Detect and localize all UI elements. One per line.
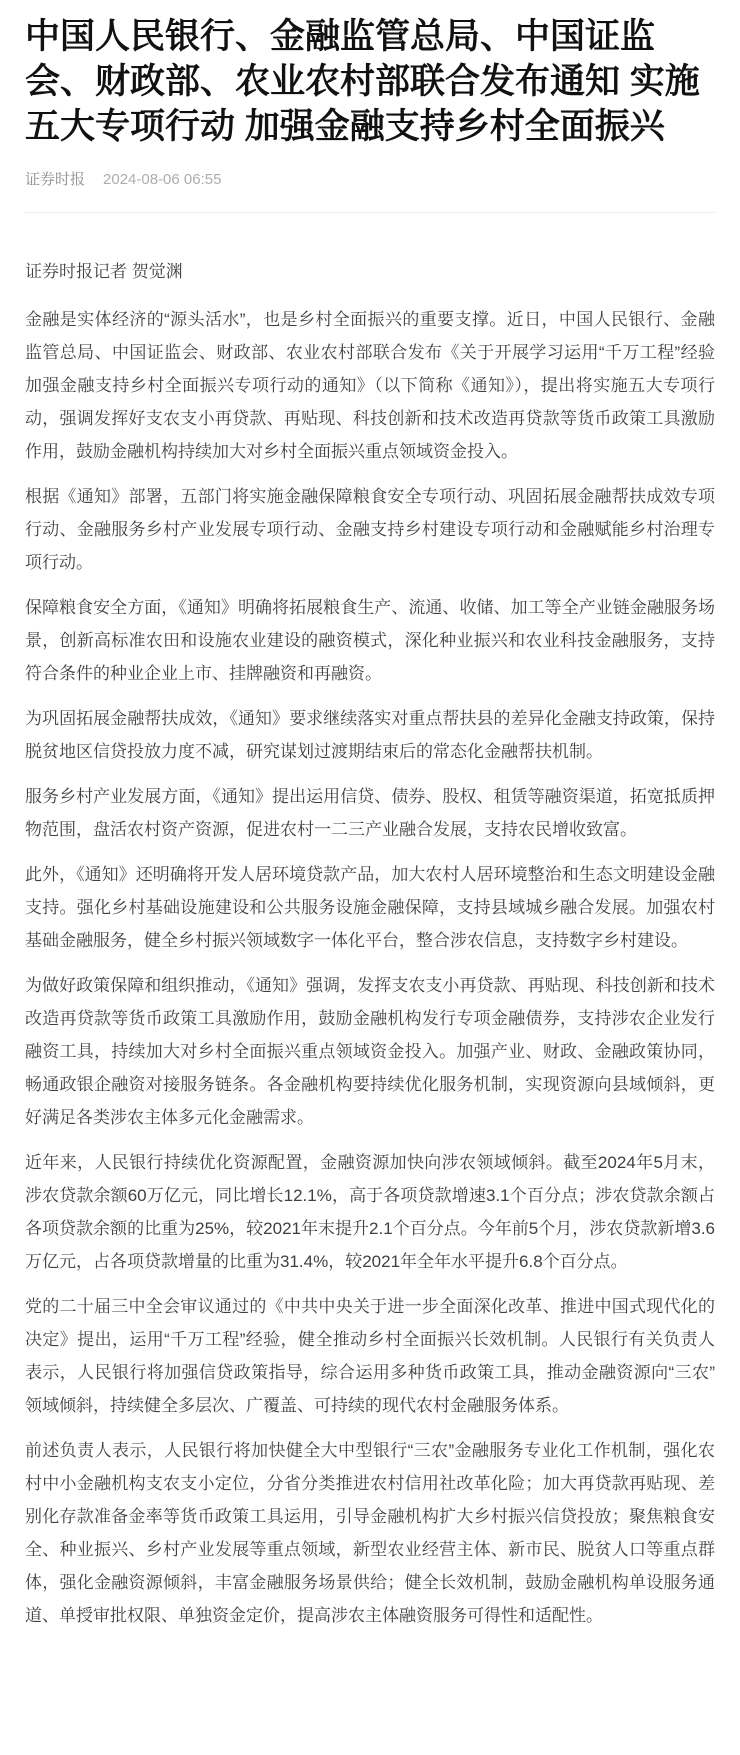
publish-time: 2024-08-06 06:55: [103, 171, 222, 188]
paragraph: 为巩固拓展金融帮扶成效，《通知》要求继续落实对重点帮扶县的差异化金融支持政策，保持脱贫地区信贷投放力度不减，研究谋划过渡期结束后的常态化金融帮扶机制。: [25, 709, 715, 761]
paragraph: 为做好政策保障和组织推动，《通知》强调，发挥支农支小再贷款、再贴现、科技创新和技术改造再贷款等货币政策工具激励作用，鼓励金融机构发行专项金融债券，支持涉农企业发行融资工具，持续加大对乡村全面振兴重点领域资金投入。加强产业、财政、金融政策协同，畅通政银企融资对接服务链条。各金融机构要持续优化服务机制，实现资源向县域倾斜，更好满足各类涉农主体多元化金融需求。: [25, 976, 715, 1127]
paragraph: 前述负责人表示，人民银行将加快健全大中型银行“三农”金融服务专业化工作机制，强化农村中小金融机构支农支小定位，分省分类推进农村信用社改革化险；加大再贷款再贴现、差别化存款准备金率等货币政策工具运用，引导金融机构扩大乡村振兴信贷投放；聚焦粮食安全、种业振兴、乡村产业发展等重点领域，新型农业经营主体、新市民、脱贫人口等重点群体，强化金融资源倾斜，丰富金融服务场景供给；健全长效机制，鼓励金融机构单设服务通道、单授审批权限、单独资金定价，提高涉农主体融资服务可得性和适配性。: [25, 1441, 715, 1625]
article-body: [25, 303, 715, 1632]
title-line-2: 会、财政部、农业农村部联合发布通知 实施: [25, 62, 700, 101]
article-meta: [25, 169, 715, 190]
paragraph: 近年来，人民银行持续优化资源配置，金融资源加快向涉农领域倾斜。截至2024年5月末，涉农贷款余额60万亿元，同比增长12.1%，高于各项贷款增速3.1个百分点；涉农贷款余额占各项贷款余额的比重为25%，较2021年末提升2.1个百分点。今年前5个月，涉农贷款新增3.6万亿元，占各项贷款增量的比重为31.4%，较2021年全年水平提升6.8个百分点。: [25, 1153, 715, 1271]
source-name: 证券时报: [25, 171, 86, 188]
paragraph: 服务乡村产业发展方面，《通知》提出运用信贷、债券、股权、租赁等融资渠道，拓宽抵质押物范围，盘活农村资产资源，促进农村一二三产业融合发展，支持农民增收致富。: [25, 787, 715, 839]
paragraph: 保障粮食安全方面，《通知》明确将拓展粮食生产、流通、收储、加工等全产业链金融服务场景，创新高标准农田和设施农业建设的融资模式，深化种业振兴和农业科技金融服务，支持符合条件的种业企业上市、挂牌融资和再融资。: [25, 598, 715, 683]
page-title: [25, 14, 715, 149]
title-line-3: 五大专项行动 加强金融支持乡村全面振兴: [25, 107, 665, 146]
paragraph: 根据《通知》部署，五部门将实施金融保障粮食安全专项行动、巩固拓展金融帮扶成效专项行动、金融服务乡村产业发展专项行动、金融支持乡村建设专项行动和金融赋能乡村治理专项行动。: [25, 487, 715, 572]
header-divider: [25, 212, 715, 213]
reporter-byline: 证券时报记者 贺觉渊: [25, 262, 183, 281]
paragraph: 党的二十届三中全会审议通过的《中共中央关于进一步全面深化改革、推进中国式现代化的决定》提出，运用“千万工程”经验，健全推动乡村全面振兴长效机制。人民银行有关负责人表示，人民银行将加强信贷政策指导，综合运用多种货币政策工具，推动金融资源向“三农”领域倾斜，持续健全多层次、广覆盖、可持续的现代农村金融服务体系。: [25, 1297, 715, 1415]
title-line-1: 中国人民银行、金融监管总局、中国证监: [25, 17, 656, 56]
paragraph: 此外，《通知》还明确将开发人居环境贷款产品，加大农村人居环境整治和生态文明建设金融支持。强化乡村基础设施建设和公共服务设施金融保障，支持县域城乡融合发展。加强农村基础金融服务，健全乡村振兴领域数字一体化平台，整合涉农信息，支持数字乡村建设。: [25, 865, 715, 950]
paragraph: 金融是实体经济的“源头活水”，也是乡村全面振兴的重要支撑。近日，中国人民银行、金融监管总局、中国证监会、财政部、农业农村部联合发布《关于开展学习运用“千万工程”经验 加强金融支持乡村全面振兴专项行动的通知》（以下简称《通知》），提出将实施五大专项行动，强调发挥好支农支小再贷款、再贴现、科技创新和技术改造再贷款等货币政策工具激励作用，鼓励金融机构持续加大对乡村全面振兴重点领域资金投入。: [25, 310, 715, 461]
